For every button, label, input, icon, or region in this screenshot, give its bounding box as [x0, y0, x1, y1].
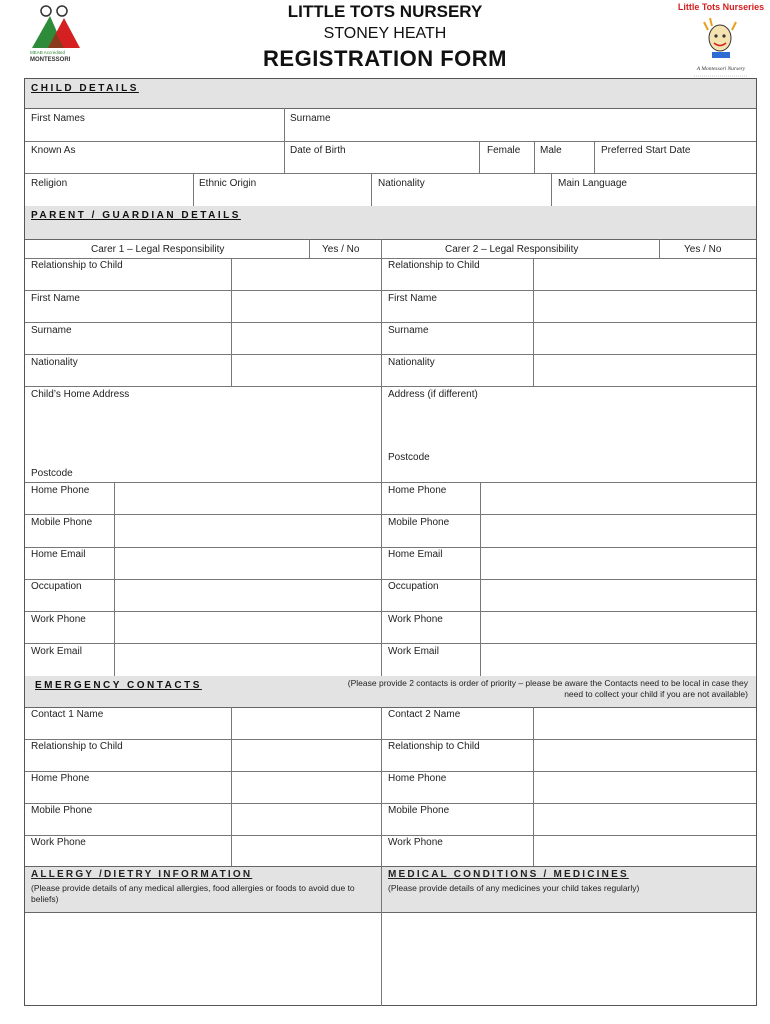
little-tots-logo: [677, 0, 765, 78]
svg-text:A Montessori Nursery: A Montessori Nursery: [696, 66, 746, 72]
emergency-contacts-header: [25, 676, 756, 708]
female-option[interactable]: Female: [487, 145, 521, 156]
carer2-surname-label: Surname: [388, 325, 429, 336]
carer2-occupation-label: Occupation: [388, 581, 439, 592]
home-address-label: Child’s Home Address: [31, 389, 130, 400]
carer2-first-name-label: First Name: [388, 293, 437, 304]
svg-text:MONTESSORI: MONTESSORI: [30, 57, 71, 63]
carer2-mobile-phone-label: Mobile Phone: [388, 517, 450, 528]
carer2-yes-no[interactable]: Yes / No: [684, 244, 722, 255]
carer2-relationship-label: Relationship to Child: [388, 260, 480, 271]
carer2-home-email-label: Home Email: [388, 549, 443, 560]
emergency-note-line1: (Please provide 2 contacts is order of priority – please be aware the Contacts need to be local in case they: [347, 678, 748, 688]
section-title: EMERGENCY CONTACTS: [35, 680, 202, 691]
carer1-first-name-label: First Name: [31, 293, 80, 304]
main-language-label: Main Language: [558, 178, 627, 189]
carer2-work-phone-label: Work Phone: [388, 614, 443, 625]
carer2-work-email-label: Work Email: [388, 646, 439, 657]
address-different-label: Address (if different): [388, 389, 478, 400]
contact2-mobile-phone-label: Mobile Phone: [388, 805, 450, 816]
allergy-details-field[interactable]: [25, 912, 380, 1005]
allergy-note: (Please provide details of any medical allergies, food allergies or foods to avoid due to beliefs): [31, 883, 355, 904]
contact1-work-phone-label: Work Phone: [31, 837, 86, 848]
start-date-label: Preferred Start Date: [601, 145, 691, 156]
carer1-nationality-label: Nationality: [31, 357, 78, 368]
medical-details-field[interactable]: [382, 912, 755, 1005]
contact1-relationship-label: Relationship to Child: [31, 741, 123, 752]
carer1-work-phone-label: Work Phone: [31, 614, 86, 625]
contact2-name-label: Contact 2 Name: [388, 709, 461, 720]
contact2-work-phone-label: Work Phone: [388, 837, 443, 848]
carer1-surname-label: Surname: [31, 325, 72, 336]
form-header: [0, 0, 770, 78]
emergency-note: [248, 678, 748, 700]
carer1-home-phone-label: Home Phone: [31, 485, 90, 496]
contact1-home-phone-label: Home Phone: [31, 773, 90, 784]
carer1-home-email-label: Home Email: [31, 549, 86, 560]
medical-note: (Please provide details of any medicines your child takes regularly): [388, 883, 640, 893]
nursery-name: LITTLE TOTS NURSERY: [287, 2, 483, 21]
nursery-location: STONEY HEATH: [323, 25, 447, 42]
nationality-label: Nationality: [378, 178, 425, 189]
form-title: REGISTRATION FORM: [263, 46, 507, 71]
section-title: PARENT / GUARDIAN DETAILS: [31, 210, 241, 221]
medical-section-title: MEDICAL CONDITIONS / MEDICINES: [388, 869, 629, 880]
contact2-relationship-label: Relationship to Child: [388, 741, 480, 752]
carer2-home-phone-label: Home Phone: [388, 485, 447, 496]
registration-form: [24, 78, 757, 1006]
religion-label: Religion: [31, 178, 68, 189]
carer1-occupation-label: Occupation: [31, 581, 82, 592]
allergy-section-title: ALLERGY /DIETRY INFORMATION: [31, 869, 253, 880]
carer1-postcode-label: Postcode: [31, 468, 73, 479]
contact1-name-label: Contact 1 Name: [31, 709, 104, 720]
svg-text:Little Tots Nurseries: Little Tots Nurseries: [677, 2, 765, 12]
first-names-label: First Names: [31, 113, 85, 124]
carer1-yes-no[interactable]: Yes / No: [322, 244, 360, 255]
contact1-mobile-phone-label: Mobile Phone: [31, 805, 93, 816]
carer2-heading: Carer 2 – Legal Responsibility: [445, 244, 579, 255]
carer2-nationality-label: Nationality: [388, 357, 435, 368]
svg-text:MEAB Accredited: MEAB Accredited: [30, 50, 66, 55]
child-details-header: [25, 79, 756, 109]
section-title: CHILD DETAILS: [31, 83, 139, 94]
carer1-mobile-phone-label: Mobile Phone: [31, 517, 93, 528]
carer1-relationship-label: Relationship to Child: [31, 260, 123, 271]
surname-label: Surname: [290, 113, 331, 124]
known-as-label: Known As: [31, 145, 76, 156]
contact2-home-phone-label: Home Phone: [388, 773, 447, 784]
male-option[interactable]: Male: [540, 145, 562, 156]
parent-details-header: [25, 206, 756, 240]
carer1-work-email-label: Work Email: [31, 646, 82, 657]
carer1-heading: Carer 1 – Legal Responsibility: [91, 244, 225, 255]
ethnic-origin-label: Ethnic Origin: [199, 178, 257, 189]
emergency-note-line2: need to collect your child if you are not available): [564, 689, 748, 699]
carer2-postcode-label: Postcode: [388, 452, 430, 463]
dob-label: Date of Birth: [290, 145, 346, 156]
